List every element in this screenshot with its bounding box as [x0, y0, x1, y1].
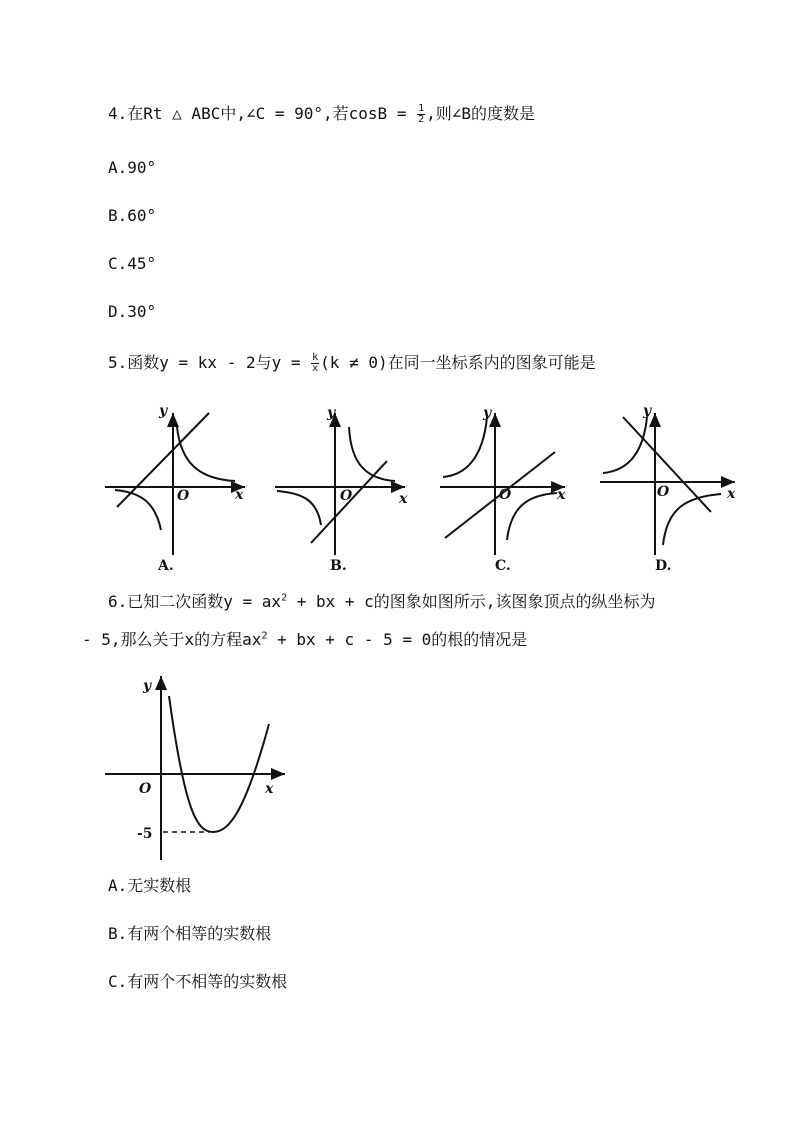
graph-b-y-label: y — [327, 405, 336, 421]
q4-stem-text: 4.在Rt △ ABC中,∠C = 90°,若cosB = — [108, 104, 417, 123]
q4-option-a[interactable]: A.90° — [108, 158, 157, 177]
graph-b — [275, 413, 405, 555]
q4-option-c[interactable]: C.45° — [108, 254, 157, 273]
q6-stem-line2: - 5,那么关于x的方程$ax^2$ + bx + c - 5 = 0的根的情况是 — [82, 630, 528, 649]
graph-a-x-label: x — [235, 487, 244, 503]
graph-d-origin: O — [657, 484, 670, 500]
graph-d-caption: D. — [655, 558, 672, 574]
q6-origin: O — [139, 781, 152, 797]
graph-c — [440, 413, 565, 555]
q4-stem-tail: ,则∠B的度数是 — [426, 104, 536, 123]
q4-fraction: $\frac{1}{2}$ — [418, 103, 425, 125]
q6-tick-minus5: -5 — [137, 826, 153, 842]
graph-c-y-label: y — [483, 405, 492, 421]
q5-graphs — [95, 395, 745, 580]
q5-fraction: $\frac{k}{x}$ — [312, 352, 319, 374]
graph-a-y-label: y — [159, 403, 168, 419]
q6-stem-line1: 6.已知二次函数$y = ax^2$ + bx + c的图象如图所示,该图象顶点的纵坐标为 — [108, 592, 656, 611]
q6-x-label: x — [265, 781, 274, 797]
q5-stem — [108, 353, 596, 374]
graph-c-origin: O — [499, 487, 512, 503]
graph-b-origin: O — [340, 488, 353, 504]
q6-y-label: y — [143, 678, 152, 694]
graph-d-y-label: y — [643, 403, 652, 419]
graph-a-caption: A. — [158, 558, 174, 574]
graph-a — [105, 413, 245, 555]
graph-a-origin: O — [177, 488, 190, 504]
q6-parabola-graph — [105, 672, 295, 862]
graph-d-x-label: x — [727, 486, 736, 502]
graph-c-x-label: x — [557, 487, 566, 503]
graph-c-caption: C. — [495, 558, 511, 574]
q4-option-b[interactable]: B.60° — [108, 206, 157, 225]
q6-option-b[interactable]: B.有两个相等的实数根 — [108, 924, 272, 943]
q5-stem-tail: (k ≠ 0)在同一坐标系内的图象可能是 — [320, 353, 596, 372]
q4-option-d[interactable]: D.30° — [108, 302, 157, 321]
q5-stem-text: 5.函数y = kx - 2与y = — [108, 353, 311, 372]
graph-b-caption: B. — [330, 558, 347, 574]
q4-stem — [108, 104, 535, 125]
q6-option-a[interactable]: A.无实数根 — [108, 876, 192, 895]
q6-option-c[interactable]: C.有两个不相等的实数根 — [108, 972, 288, 991]
graph-b-x-label: x — [399, 491, 408, 507]
